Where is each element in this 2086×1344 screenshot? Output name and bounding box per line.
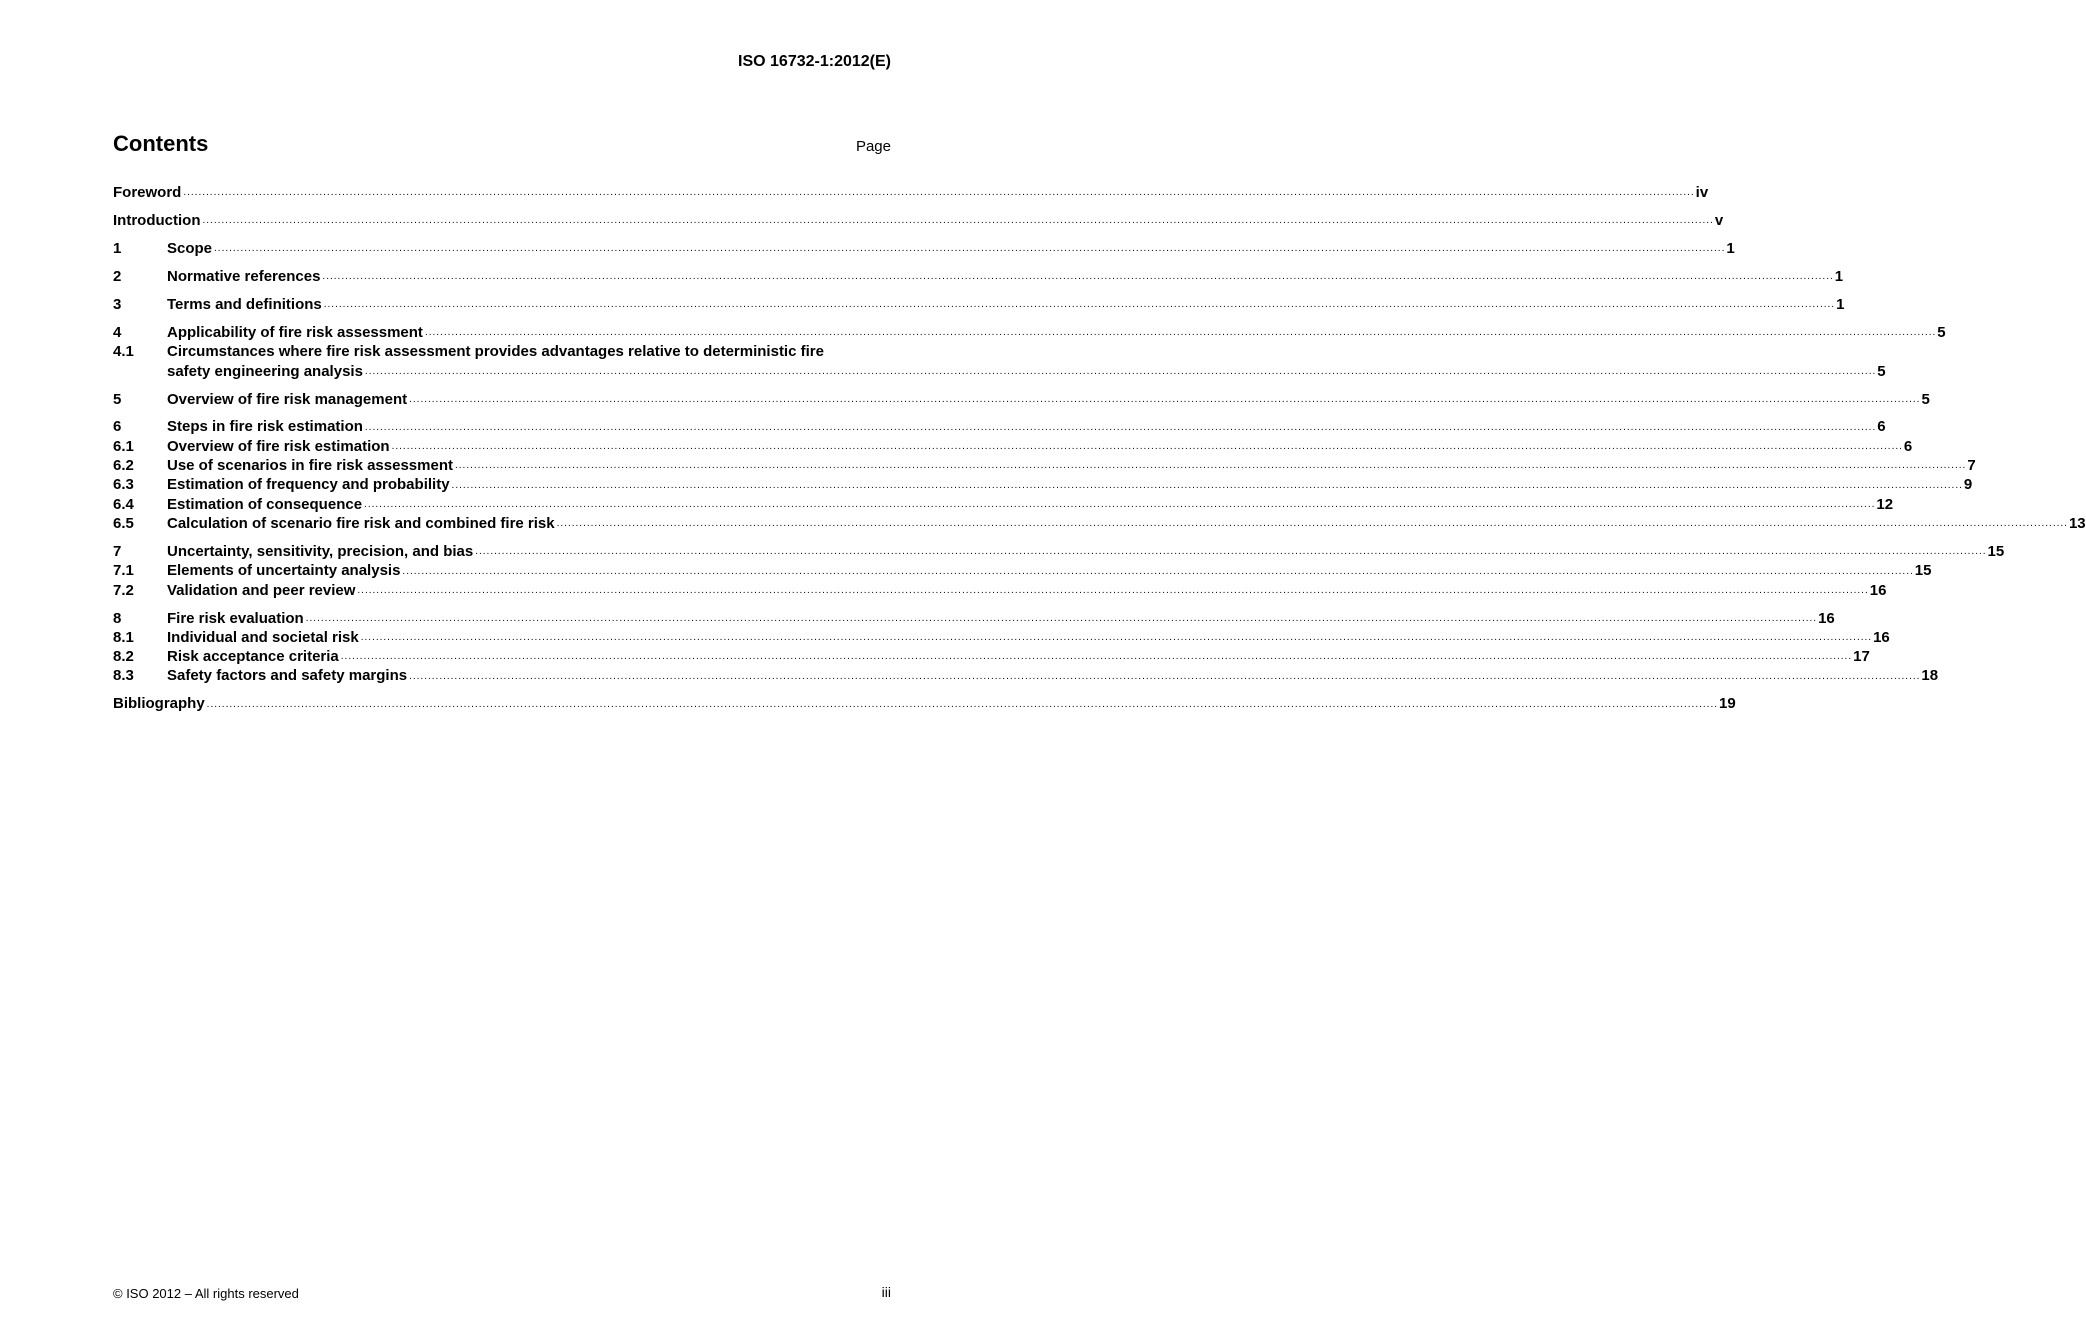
- toc-entry-title: Safety factors and safety margins: [167, 667, 408, 685]
- toc-entry[interactable]: [113, 514, 2086, 533]
- toc-entry[interactable]: [113, 581, 1887, 600]
- toc-entry-page: 13: [2068, 514, 2086, 532]
- toc-entry[interactable]: [113, 628, 1890, 647]
- dot-leader: ................................................................................................................................................................................................................................................................................................................................................................................................................: [202, 215, 1714, 227]
- toc-entry-number: 2: [113, 267, 122, 285]
- dot-leader: ................................................................................................................................................................................................................................................................................................................................................................................................................: [364, 421, 1877, 433]
- dot-leader: ................................................................................................................................................................................................................................................................................................................................................................................................................: [364, 365, 1877, 377]
- dot-leader: ................................................................................................................................................................................................................................................................................................................................................................................................................: [556, 518, 2068, 530]
- toc-entry-title: Elements of uncertainty analysis: [167, 562, 401, 580]
- toc-entry-title: Calculation of scenario fire risk and combined fire risk: [167, 514, 555, 532]
- toc-entry-title: Estimation of consequence: [167, 495, 363, 513]
- toc-entry-title: Steps in fire risk estimation: [167, 418, 363, 436]
- toc-entry-number: 6.3: [113, 476, 134, 494]
- toc-entry-page: 15: [1914, 562, 1932, 580]
- toc-entry-page: v: [1714, 211, 1724, 229]
- toc-entry-number: 3: [113, 295, 122, 313]
- toc-entry[interactable]: [113, 495, 1894, 514]
- toc-entry-title: Fire risk evaluation: [167, 609, 304, 627]
- toc-entry-number: 8.3: [113, 667, 134, 685]
- toc-entry-number: 6.5: [113, 514, 134, 532]
- table-of-contents: [113, 183, 2086, 714]
- toc-entry-page: iv: [1695, 184, 1709, 201]
- toc-entry-page: 5: [1877, 362, 1886, 380]
- toc-entry-page: 6: [1877, 418, 1886, 436]
- toc-entry[interactable]: [113, 666, 1939, 685]
- toc-entry[interactable]: [113, 456, 1976, 475]
- toc-entry-page: 19: [1719, 695, 1736, 713]
- toc-entry[interactable]: [113, 323, 1946, 342]
- page-title: Contents: [113, 131, 209, 156]
- toc-entry-page: 16: [1869, 581, 1887, 599]
- toc-entry-page: 7: [1967, 457, 1976, 475]
- toc-entry-number: 6.2: [113, 457, 134, 475]
- toc-entry[interactable]: [113, 267, 1844, 286]
- toc-entry[interactable]: [113, 295, 1845, 314]
- toc-entry-number: 6: [113, 418, 122, 436]
- toc-entry-page: 16: [1873, 628, 1890, 646]
- toc-entry[interactable]: [113, 211, 1724, 230]
- dot-leader: ................................................................................................................................................................................................................................................................................................................................................................................................................: [183, 187, 1695, 199]
- toc-entry-page: 5: [1937, 323, 1946, 341]
- toc-entry[interactable]: [113, 475, 1973, 494]
- toc-entry-title: Circumstances where fire risk assessment provides advantages relative to deterministic fire: [167, 343, 824, 361]
- toc-entry-title: Scope: [167, 239, 213, 257]
- toc-entry-number: 6.1: [113, 437, 134, 455]
- toc-entry-number: 4.1: [113, 343, 134, 361]
- dot-leader: ................................................................................................................................................................................................................................................................................................................................................................................................................: [454, 460, 1967, 472]
- dot-leader: ................................................................................................................................................................................................................................................................................................................................................................................................................: [305, 612, 1818, 624]
- toc-entry-number: 7.2: [113, 581, 134, 599]
- toc-entry-page: 5: [1921, 390, 1930, 408]
- footer-page-number: iii: [881, 1284, 891, 1300]
- dot-leader: ................................................................................................................................................................................................................................................................................................................................................................................................................: [340, 651, 1853, 663]
- toc-entry-title: safety engineering analysis: [167, 362, 363, 380]
- dot-leader: ................................................................................................................................................................................................................................................................................................................................................................................................................: [364, 498, 1876, 510]
- footer-copyright: © ISO 2012 – All rights reserved: [113, 1286, 299, 1301]
- dot-leader: ................................................................................................................................................................................................................................................................................................................................................................................................................: [409, 393, 1921, 405]
- toc-entry-title: Uncertainty, sensitivity, precision, and bias: [167, 542, 474, 560]
- toc-entry[interactable]: [113, 437, 1913, 456]
- toc-entry-number: 8.2: [113, 648, 134, 666]
- toc-entry[interactable]: [113, 239, 1735, 258]
- toc-entry-title: Foreword: [113, 184, 182, 201]
- dot-leader: ................................................................................................................................................................................................................................................................................................................................................................................................................: [322, 271, 1834, 283]
- toc-entry-title: Individual and societal risk: [167, 628, 359, 646]
- page-column-label: Page: [855, 138, 891, 155]
- toc-entry-title: Risk acceptance criteria: [167, 648, 339, 666]
- dot-leader: ................................................................................................................................................................................................................................................................................................................................................................................................................: [323, 299, 1836, 311]
- toc-entry-number: 6.4: [113, 495, 134, 513]
- toc-entry[interactable]: [113, 390, 1930, 409]
- toc-entry-title: Overview of fire risk estimation: [167, 437, 390, 455]
- toc-entry[interactable]: [113, 183, 1709, 202]
- toc-entry-title: Estimation of frequency and probability: [167, 476, 450, 494]
- toc-entry-number: 8: [113, 609, 122, 627]
- toc-entry[interactable]: [113, 542, 2005, 561]
- toc-entry-number: 8.1: [113, 628, 134, 646]
- dot-leader: ................................................................................................................................................................................................................................................................................................................................................................................................................: [391, 441, 1903, 453]
- toc-entry[interactable]: [113, 417, 1886, 436]
- toc-entry-title: Use of scenarios in fire risk assessment: [167, 457, 453, 475]
- dot-leader: ................................................................................................................................................................................................................................................................................................................................................................................................................: [360, 632, 1873, 644]
- toc-entry-number: 4: [113, 323, 122, 341]
- dot-leader: ................................................................................................................................................................................................................................................................................................................................................................................................................: [357, 584, 1869, 596]
- toc-entry-title: Introduction: [113, 211, 201, 229]
- toc-entry[interactable]: [113, 647, 1870, 666]
- toc-entry-title: Terms and definitions: [167, 295, 322, 313]
- document-id: ISO 16732-1:2012(E): [738, 53, 891, 70]
- dot-leader: ................................................................................................................................................................................................................................................................................................................................................................................................................: [409, 670, 1921, 682]
- toc-entry[interactable]: [113, 609, 1835, 628]
- toc-entry-page: 15: [1987, 542, 2005, 560]
- toc-entry-page: 12: [1876, 495, 1894, 513]
- toc-entry-number: 7: [113, 542, 122, 560]
- toc-entry-number: 5: [113, 390, 122, 408]
- toc-entry-page: 16: [1818, 609, 1835, 627]
- toc-entry-page: 6: [1903, 437, 1913, 455]
- toc-entry-page: 9: [1963, 476, 1973, 494]
- toc-entry-title: Normative references: [167, 267, 321, 285]
- toc-entry-number: 1: [113, 239, 122, 257]
- dot-leader: ................................................................................................................................................................................................................................................................................................................................................................................................................: [451, 479, 1963, 491]
- toc-entry-page: 1: [1726, 239, 1735, 257]
- dot-leader: ................................................................................................................................................................................................................................................................................................................................................................................................................: [206, 698, 1718, 710]
- toc-entry[interactable]: [113, 694, 1736, 713]
- dot-leader: ................................................................................................................................................................................................................................................................................................................................................................................................................: [475, 546, 1987, 558]
- toc-entry-page: 1: [1834, 267, 1844, 285]
- dot-leader: ................................................................................................................................................................................................................................................................................................................................................................................................................: [214, 243, 1726, 255]
- toc-entry-title: Bibliography: [113, 695, 205, 713]
- toc-entry-page: 1: [1836, 295, 1845, 313]
- toc-entry-title: Validation and peer review: [167, 581, 356, 599]
- toc-entry[interactable]: [113, 342, 1886, 381]
- toc-entry-page: 18: [1921, 667, 1939, 685]
- toc-entry-page: 17: [1853, 648, 1870, 666]
- toc-entry-number: 7.1: [113, 562, 134, 580]
- dot-leader: ................................................................................................................................................................................................................................................................................................................................................................................................................: [424, 327, 1937, 339]
- toc-entry[interactable]: [113, 561, 1932, 580]
- toc-entry-title: Applicability of fire risk assessment: [167, 323, 423, 341]
- toc-entry-title: Overview of fire risk management: [167, 390, 408, 408]
- dot-leader: ................................................................................................................................................................................................................................................................................................................................................................................................................: [402, 565, 1914, 577]
